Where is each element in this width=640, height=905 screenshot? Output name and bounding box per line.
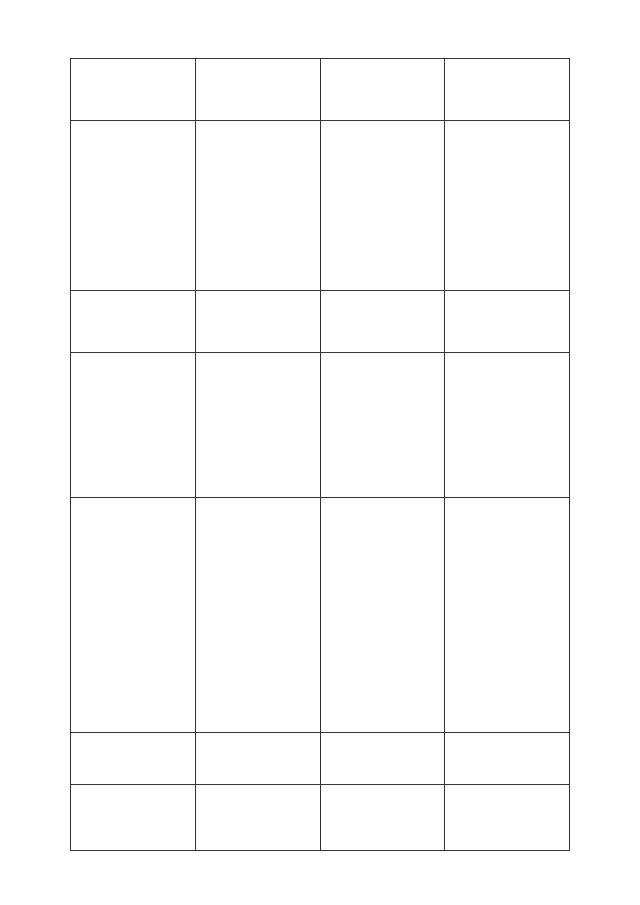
table-cell [445, 291, 569, 353]
table-cell [445, 733, 569, 785]
table-cell [445, 59, 569, 121]
table-cell [71, 121, 195, 291]
table-cell [71, 291, 195, 353]
table-cell [445, 785, 569, 850]
table-row [71, 59, 196, 850]
table-cell [321, 353, 445, 498]
table-row [321, 59, 446, 850]
table-cell [71, 498, 195, 733]
table-cell [445, 498, 569, 733]
table-cell [71, 733, 195, 785]
table-cell [71, 353, 195, 498]
table-cell [71, 59, 195, 121]
table-cell [196, 785, 320, 850]
table-cell [321, 785, 445, 850]
table-cell [196, 291, 320, 353]
table-cell [196, 121, 320, 291]
table-cell [321, 59, 445, 121]
table-cell [196, 353, 320, 498]
table-row [196, 59, 321, 850]
table-cell [445, 353, 569, 498]
table-row [445, 59, 569, 850]
table-cell [196, 59, 320, 121]
table-cell [321, 121, 445, 291]
table-cell [445, 121, 569, 291]
table-cell [321, 733, 445, 785]
table-cell [71, 785, 195, 850]
table-cell [321, 291, 445, 353]
table-cell [321, 498, 445, 733]
data-table [70, 58, 570, 851]
table-cell [196, 498, 320, 733]
table-cell [196, 733, 320, 785]
